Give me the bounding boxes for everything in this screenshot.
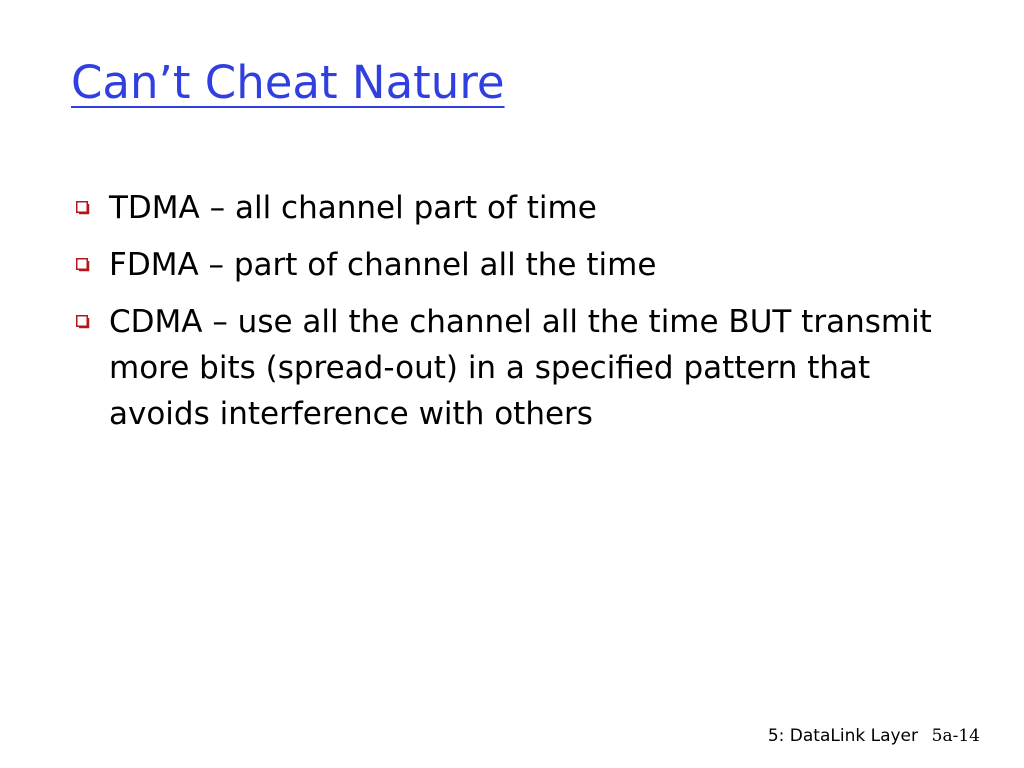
hollow-square-bullet-icon <box>76 201 90 215</box>
bullet-text: FDMA – part of channel all the time <box>109 247 657 283</box>
bullet-text: CDMA – use all the channel all the time BUT transmit more bits (spread-out) in a specified pattern that avoids interference with others <box>109 304 932 432</box>
bullet-text: TDMA – all channel part of time <box>109 190 597 226</box>
bullet-list <box>76 185 976 448</box>
bullet-item <box>76 242 976 288</box>
footer-section-label: 5: DataLink Layer <box>767 726 918 746</box>
hollow-square-bullet-icon <box>76 258 90 272</box>
bullet-item <box>76 299 976 437</box>
bullet-item <box>76 185 976 231</box>
slide-number: 5a-14 <box>931 726 980 746</box>
slide-title: Can’t Cheat Nature <box>71 56 505 109</box>
hollow-square-bullet-icon <box>76 315 90 329</box>
